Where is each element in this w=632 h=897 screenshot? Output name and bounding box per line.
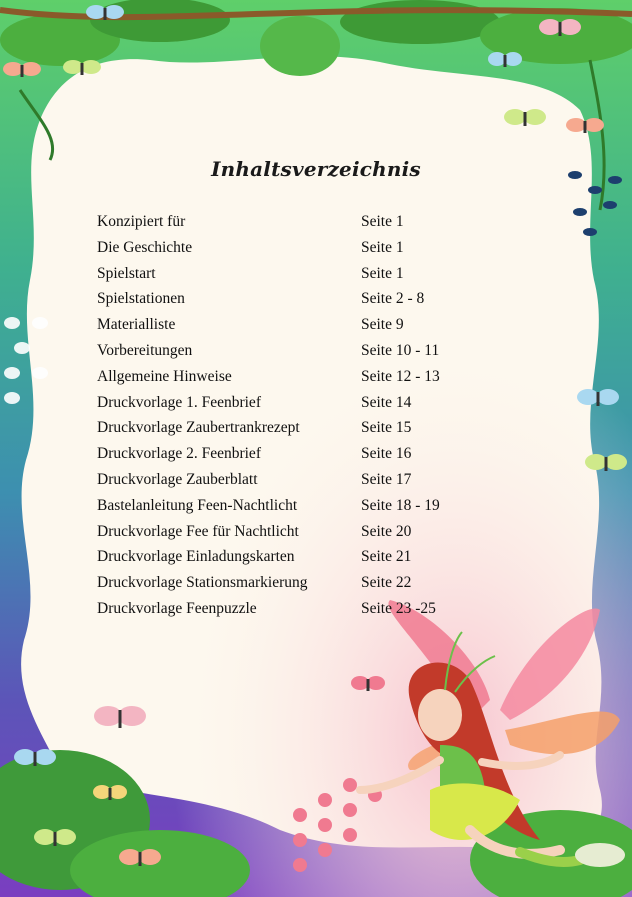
toc-entry xyxy=(97,288,517,314)
toc-entry-page: Seite 1 xyxy=(361,213,404,230)
toc-entry-page: Seite 23 -25 xyxy=(361,599,436,617)
toc-entry-label: Vorbereitungen xyxy=(97,341,193,359)
toc-entry-page: Seite 2 - 8 xyxy=(361,290,425,308)
toc-entry-page: Seite 17 xyxy=(361,470,412,488)
toc-entry-label: Druckvorlage 2. Feenbrief xyxy=(97,445,261,463)
toc-entry xyxy=(97,546,517,572)
toc-entry-label: Bastelanleitung Feen-Nachtlicht xyxy=(97,496,298,514)
toc-entry-page: Seite 10 - 11 xyxy=(361,341,440,359)
toc-entry xyxy=(97,495,517,521)
toc-entry-page: Seite 12 - 13 xyxy=(361,367,440,385)
toc-entry xyxy=(97,340,517,366)
toc-entry-label: Druckvorlage Feenpuzzle xyxy=(97,599,257,617)
toc-entry xyxy=(97,443,517,469)
toc-entry xyxy=(97,572,517,598)
toc-entry-page: Seite 15 xyxy=(361,419,412,437)
toc-entry-label: Spielstart xyxy=(97,264,156,282)
toc-entry-page: Seite 21 xyxy=(361,548,412,566)
toc-entry xyxy=(97,469,517,495)
toc-entry-page: Seite 1 xyxy=(361,264,404,282)
toc-entry-label: Druckvorlage Fee für Nachtlicht xyxy=(97,522,299,540)
toc-entry-label: Druckvorlage Zaubertrankrezept xyxy=(97,419,300,437)
toc-entry-page: Seite 14 xyxy=(361,393,412,411)
toc-entry-label: Die Geschichte xyxy=(97,238,193,256)
toc-entry xyxy=(97,417,517,443)
toc-entry-page: Seite 18 - 19 xyxy=(361,496,440,514)
toc-entry-label: Druckvorlage Stationsmarkierung xyxy=(97,574,308,592)
toc-entry-label: Druckvorlage 1. Feenbrief xyxy=(97,393,261,411)
table-of-contents xyxy=(97,211,517,624)
toc-entry xyxy=(97,314,517,340)
toc-entry-page: Seite 1 xyxy=(361,238,404,256)
page-title: Inhaltsverzeichnis xyxy=(211,157,421,181)
toc-entry-label: Druckvorlage Einladungskarten xyxy=(97,548,295,566)
toc-entry xyxy=(97,366,517,392)
toc-entry-page: Seite 22 xyxy=(361,574,412,592)
toc-entry xyxy=(97,263,517,289)
toc-entry xyxy=(97,392,517,418)
toc-entry xyxy=(97,237,517,263)
toc-entry-label: Materialliste xyxy=(97,316,176,334)
toc-entry xyxy=(97,211,517,237)
toc-entry-label: Allgemeine Hinweise xyxy=(97,367,232,385)
toc-entry-label: Konzipiert für xyxy=(97,213,186,230)
toc-entry xyxy=(97,598,517,624)
toc-entry-page: Seite 9 xyxy=(361,316,404,334)
toc-entry xyxy=(97,521,517,547)
toc-entry-page: Seite 16 xyxy=(361,445,412,463)
toc-entry-page: Seite 20 xyxy=(361,522,412,540)
toc-entry-label: Spielstationen xyxy=(97,290,185,308)
toc-entry-label: Druckvorlage Zauberblatt xyxy=(97,470,258,488)
